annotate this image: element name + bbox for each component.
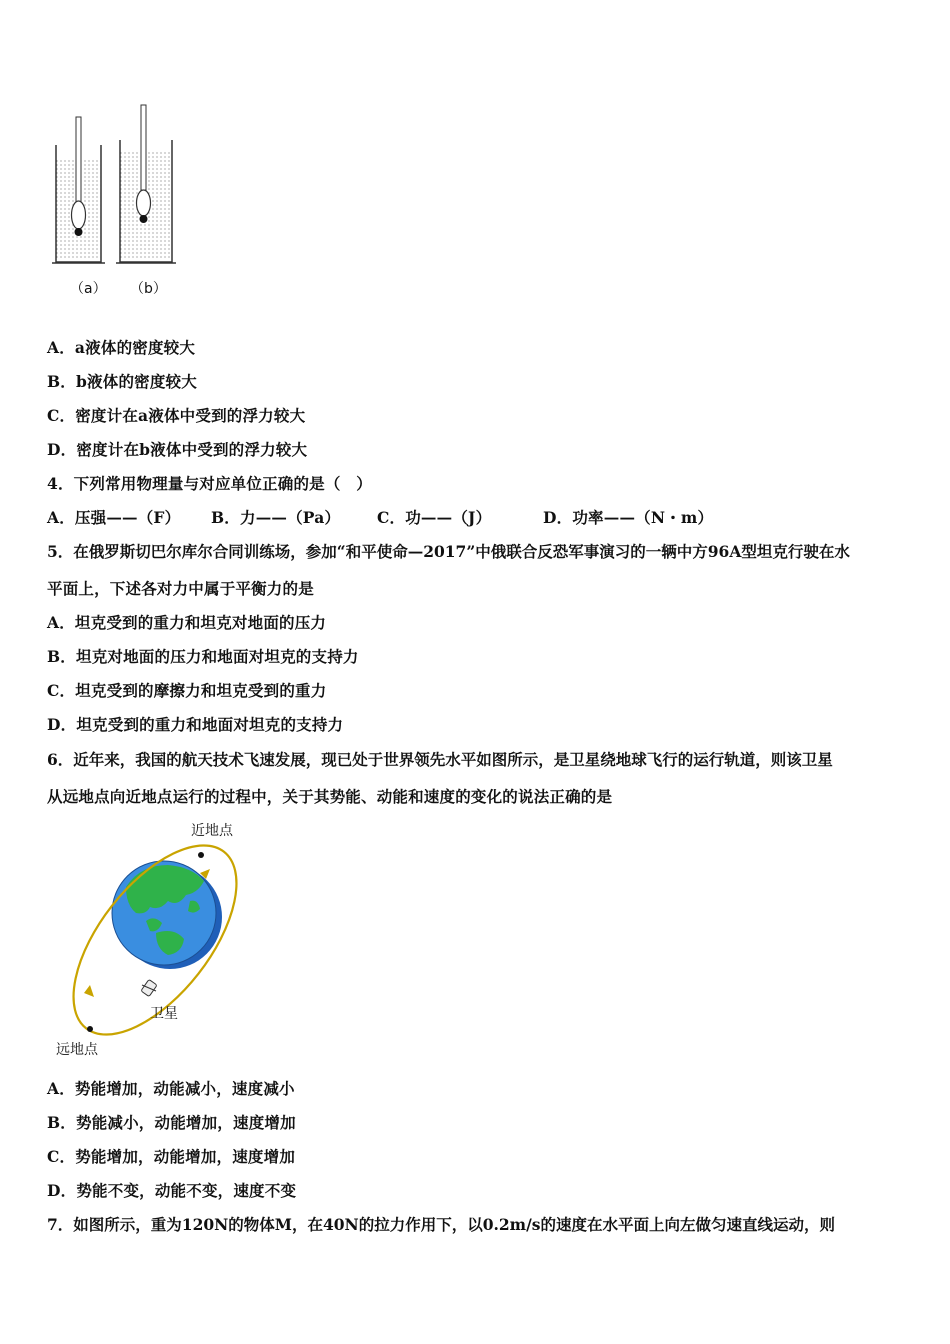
q5-option-b: B．坦克对地面的压力和地面对坦克的支持力	[47, 647, 359, 666]
q6-option-d: D．势能不变，动能不变，速度不变	[47, 1181, 297, 1200]
beaker-b	[116, 105, 176, 263]
q4-option-d: D．功率——（N・m）	[543, 508, 714, 527]
q6-stem-line1: 6．近年来，我国的航天技术飞速发展，现已处于世界领先水平如图所示，是卫星绕地球飞行的运行轨道，则该卫星	[47, 750, 833, 769]
q4-option-a: A．压强——（F）	[47, 508, 181, 527]
q3-option-d: D．密度计在b液体中受到的浮力较大	[47, 440, 308, 459]
q5-option-a: A．坦克受到的重力和坦克对地面的压力	[47, 613, 327, 632]
q5-option-c: C．坦克受到的摩擦力和坦克受到的重力	[47, 681, 327, 700]
q5-stem-line1: 5．在俄罗斯切巴尔库尔合同训练场，参加“和平使命—2017”中俄联合反恐军事演习的一辆中方96A型坦克行驶在水	[47, 542, 850, 561]
q6-option-b: B．势能减小，动能增加，速度增加	[47, 1113, 296, 1132]
satellite-label: 卫星	[150, 1006, 178, 1022]
q6-option-a: A．势能增加，动能减小，速度减小	[47, 1079, 295, 1098]
beaker-a	[52, 117, 105, 263]
q5-option-d: D．坦克受到的重力和地面对坦克的支持力	[47, 715, 344, 734]
q3-option-c: C．密度计在a液体中受到的浮力较大	[47, 406, 306, 425]
q6-stem-line2: 从远地点向近地点运行的过程中，关于其势能、动能和速度的变化的说法正确的是	[47, 787, 613, 806]
satellite-orbit-figure	[50, 815, 250, 1060]
satellite-icon	[141, 979, 157, 996]
hydrometer-diagram	[48, 100, 183, 270]
q5-stem-line2: 平面上，下述各对力中属于平衡力的是	[47, 579, 314, 598]
q4-option-c: C．功——（J）	[377, 508, 492, 527]
q4-options	[47, 506, 747, 528]
hydrometer-figure	[48, 100, 183, 300]
caption-b: （b）	[130, 281, 167, 297]
q3-option-a: A．a液体的密度较大	[47, 338, 196, 357]
q7-stem-line1: 7．如图所示，重为120N的物体M，在40N的拉力作用下，以0.2m/s的速度在水平面上向左做匀速直线运动，则	[47, 1215, 835, 1234]
perigee-label: 近地点	[191, 823, 233, 839]
apogee-label: 远地点	[56, 1042, 98, 1058]
perigee-dot	[198, 852, 204, 858]
q6-option-c: C．势能增加，动能增加，速度增加	[47, 1147, 296, 1166]
apogee-dot	[87, 1026, 93, 1032]
orbit-diagram	[50, 815, 250, 1060]
caption-a: （a）	[70, 281, 107, 297]
q3-option-b: B．b液体的密度较大	[47, 372, 197, 391]
q4-option-b: B．力——（Pa）	[211, 508, 341, 527]
q4-stem: 4．下列常用物理量与对应单位正确的是（ ）	[47, 474, 372, 493]
